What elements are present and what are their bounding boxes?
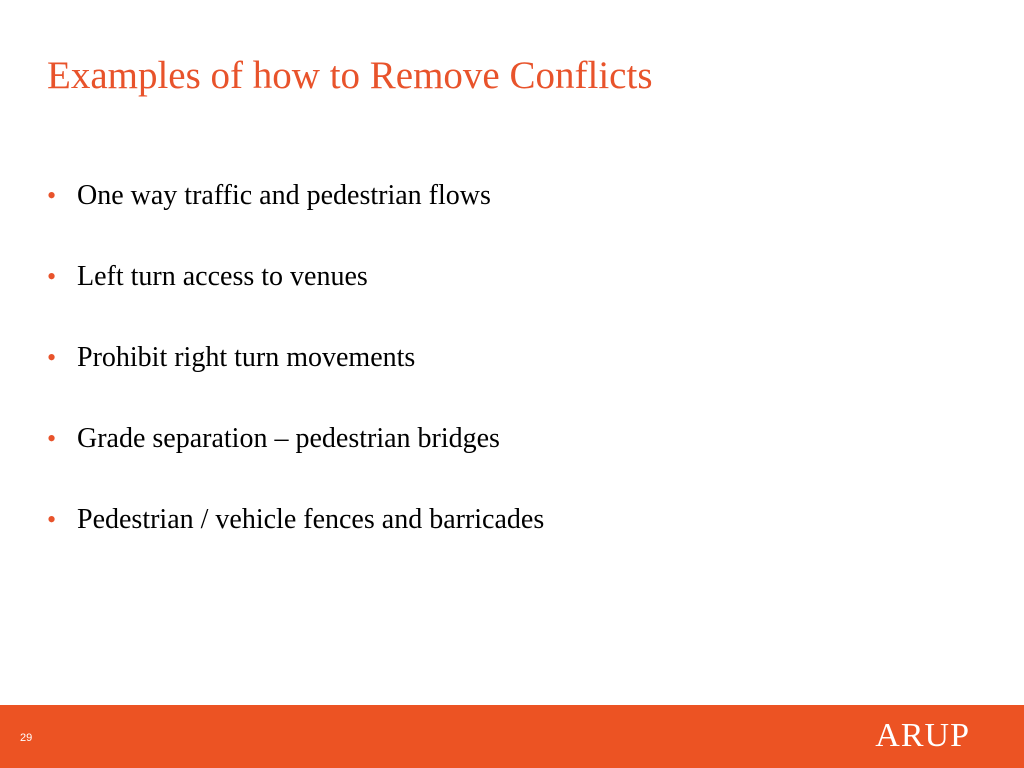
bullet-item: [47, 175, 544, 256]
bullet-icon: •: [47, 262, 57, 291]
bullet-icon: •: [47, 181, 57, 210]
footer-bar: [0, 705, 1024, 768]
bullet-text: Left turn access to venues: [77, 261, 368, 292]
page-number: 29: [20, 732, 33, 744]
slide-title: Examples of how to Remove Conflicts: [47, 54, 653, 97]
bullet-text: Pedestrian / vehicle fences and barricades: [77, 504, 545, 535]
bullet-text: Prohibit right turn movements: [77, 342, 416, 373]
bullet-icon: •: [47, 343, 57, 372]
bullet-list: [47, 175, 544, 580]
bullet-text: Grade separation – pedestrian bridges: [77, 423, 500, 454]
bullet-icon: •: [47, 505, 57, 534]
bullet-item: [47, 256, 544, 337]
bullet-item: [47, 499, 544, 580]
bullet-text: One way traffic and pedestrian flows: [77, 180, 491, 211]
bullet-item: [47, 418, 544, 499]
bullet-icon: •: [47, 424, 57, 453]
arup-logo: ARUP: [875, 717, 970, 754]
bullet-item: [47, 337, 544, 418]
